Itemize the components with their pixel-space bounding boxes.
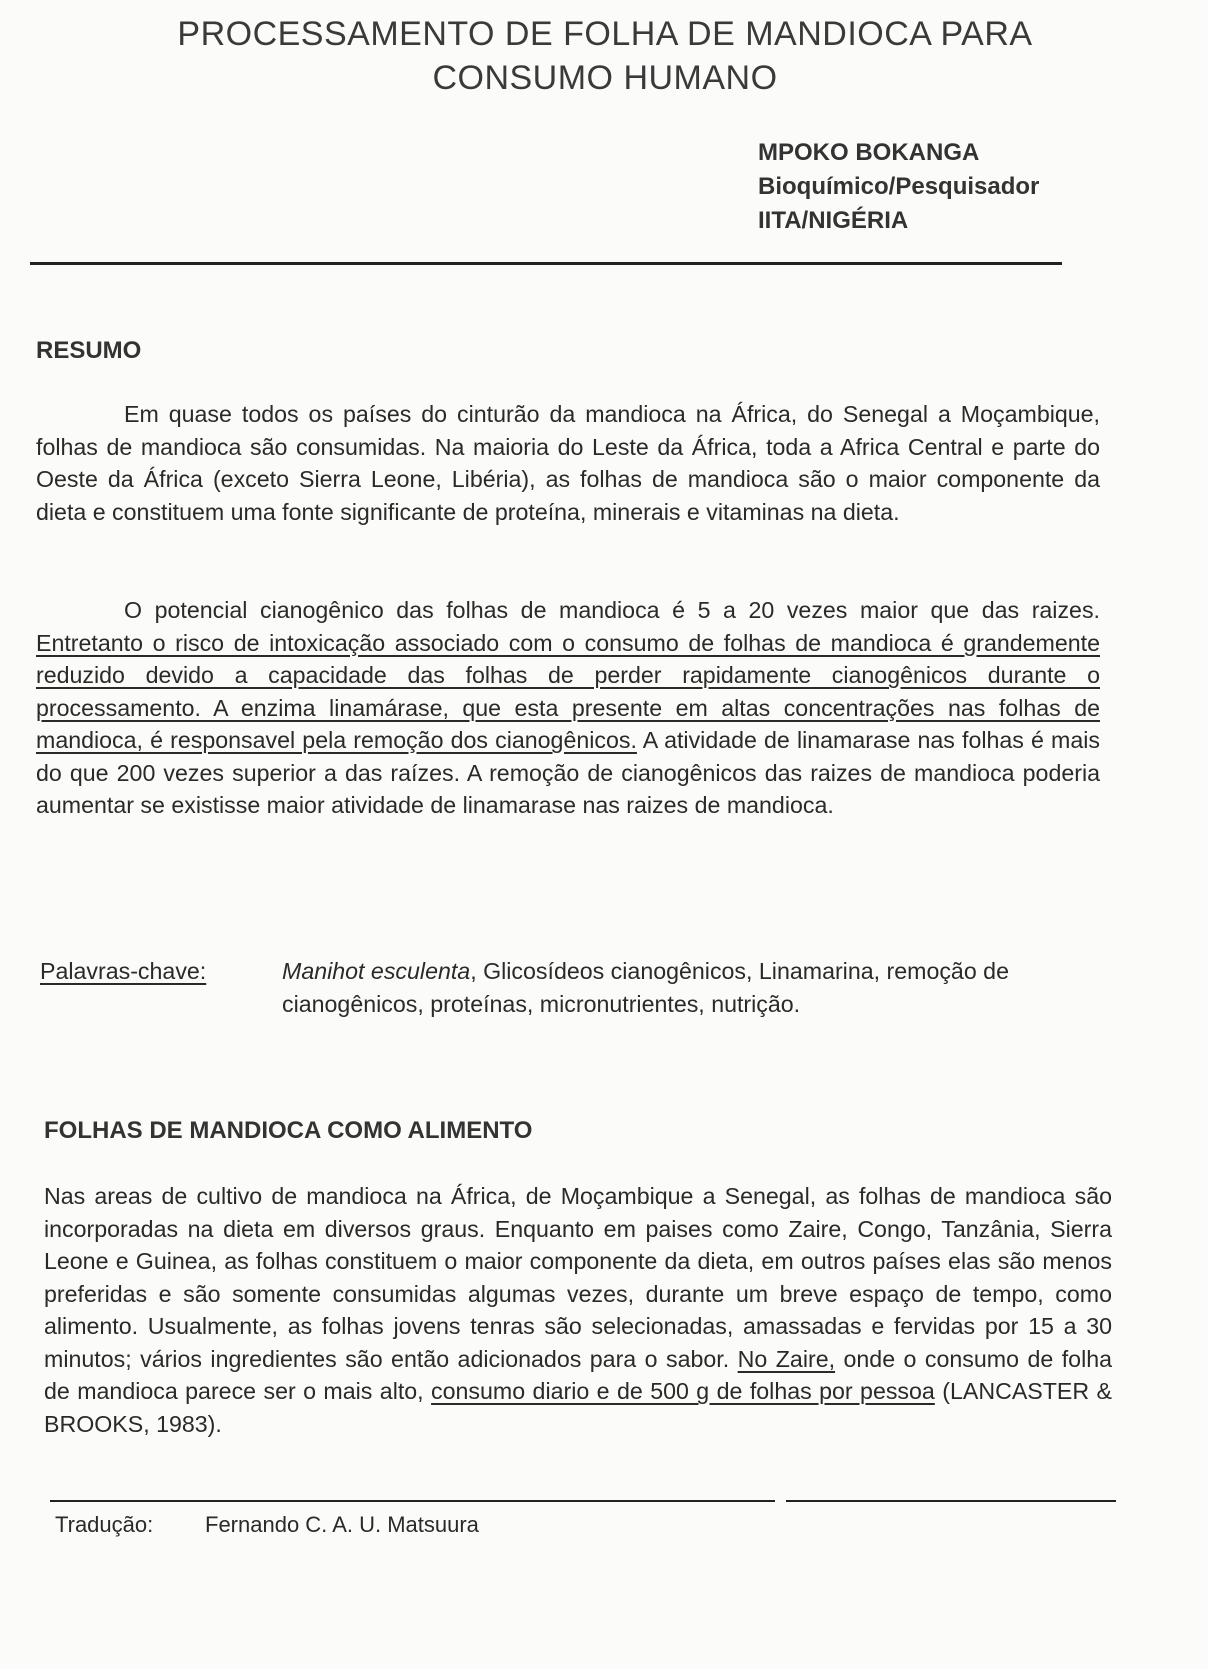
author-affiliation: IITA/NIGÉRIA [758, 207, 909, 234]
resumo-paragraph-1 [36, 398, 1100, 528]
section2-text-end: (LANCASTER & BROOKS, 1983). [44, 1378, 1113, 1437]
footer-rule-left [50, 1500, 775, 1502]
section2-heading: FOLHAS DE MANDIOCA COMO ALIMENTO [44, 1117, 533, 1144]
section2-underlined-1: No Zaire, [737, 1345, 836, 1372]
title-line-2: CONSUMO HUMANO [432, 59, 778, 97]
resumo-paragraph-2-underlined: Entretanto o risco de intoxicação associado com o consumo de folhas de mandioca é grandemente reduzido devido a capacidade das folhas de perder rapidamente cianogênicos durante o processamento. A enzima linamárase, que esta presente em altas concentrações nas folhas de mandioca, é responsavel pela remoção dos cianogênicos. [36, 629, 1100, 753]
keywords-label: Palavras-chave: [40, 958, 207, 984]
resumo-paragraph-2 [36, 594, 1100, 822]
section2-paragraph [44, 1180, 1112, 1440]
section2-underlined-2: consumo diario e de 500 g de folhas por pessoa [431, 1378, 935, 1404]
header-rule [30, 262, 1062, 265]
keywords-list [282, 955, 1132, 1021]
resumo-paragraph-1-text: Em quase todos os países do cinturão da mandioca na África, do Senegal a Moçambique, folhas de mandioca são consumidas. Na maioria do Leste da África, toda a Africa Central e parte do Oeste da África (exceto Sierra Leone, Libéria), as folhas de mandioca são o maior componente da dieta e constituem uma fonte significante de proteína, minerais e vitaminas na dieta. [36, 401, 1100, 525]
title-line-1: PROCESSAMENTO DE FOLHA DE MANDIOCA PARA [177, 15, 1033, 53]
section2-text-plain: Nas areas de cultivo de mandioca na África, de Moçambique a Senegal, as folhas de mandioca são incorporadas na dieta em diversos graus. Enquanto em paises como Zaire, Congo, Tanzânia, Sierra Leone e Guinea, as folhas constituem o maior componente da dieta, em outros países elas são menos preferidas e são somente consumidas algumas vezes, durante um breve espaço de tempo, como alimento. Usualmente, as folhas jovens tenras são selecionadas, amassadas e fervidas por 15 a 30 minutos; vários ingredientes são então adicionados para o sabor. [44, 1183, 1112, 1372]
footer-translator: Fernando C. A. U. Matsuura [205, 1512, 479, 1537]
author-block [758, 136, 1039, 238]
resumo-paragraph-2-end: A atividade de linamarase nas folhas é mais do que 200 vezes superior a das raízes. A remoção de cianogênicos das raizes de mandioca poderia aumentar se existisse maior atividade de linamarase nas raizes de mandioca. [36, 727, 1100, 818]
footer-rule-right [786, 1500, 1116, 1502]
author-name: MPOKO BOKANGA [758, 139, 980, 166]
resumo-heading: RESUMO [36, 337, 142, 364]
keywords-rest: , Glicosídeos cianogênicos, Linamarina, remoção de cianogênicos, proteínas, micronutrientes, nutrição. [282, 958, 1009, 1017]
page-title [40, 12, 1170, 100]
section2-text-middle: onde o consumo de folha de mandioca parece ser o mais alto, [44, 1345, 1113, 1404]
resumo-paragraph-2-start: O potencial cianogênico das folhas de mandioca é 5 a 20 vezes maior que das raizes. [124, 597, 1100, 623]
author-role: Bioquímico/Pesquisador [758, 173, 1040, 200]
keywords-italic-term: Manihot esculenta [282, 958, 471, 984]
footer-label: Tradução: [55, 1512, 154, 1537]
footer-translation [55, 1510, 479, 1540]
